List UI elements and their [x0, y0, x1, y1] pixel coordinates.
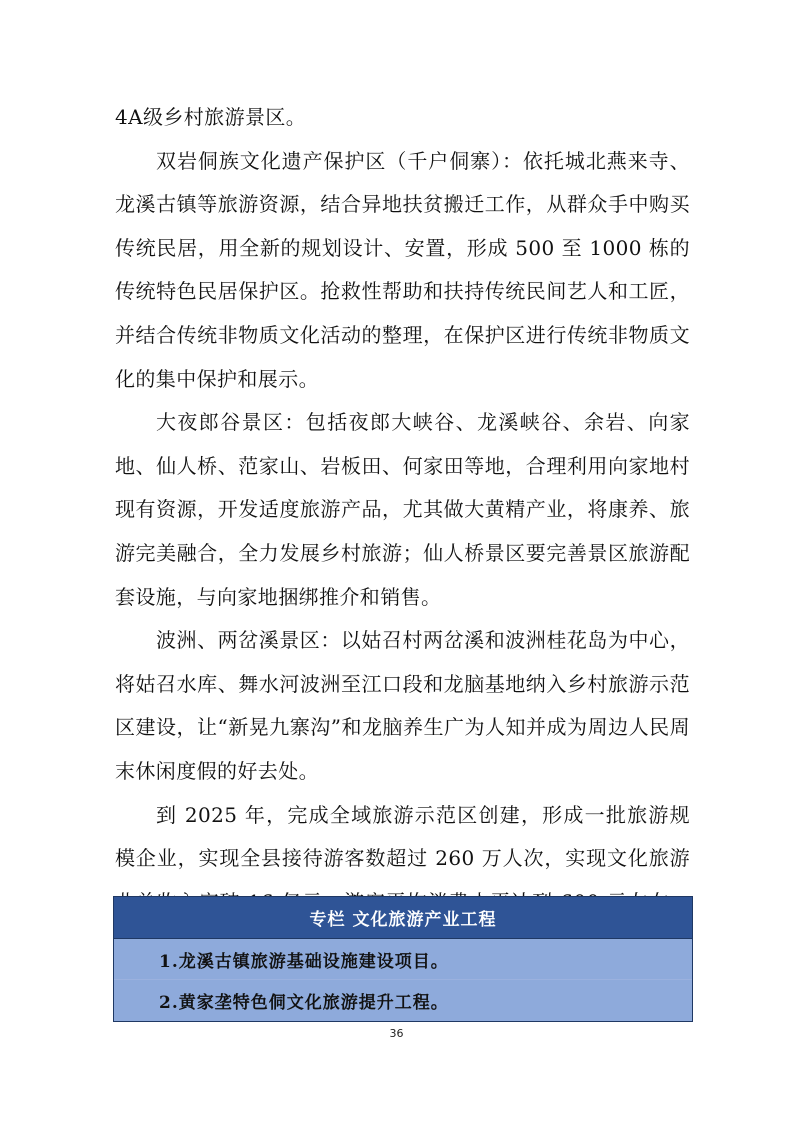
- project-column-box: [113, 896, 693, 1022]
- paragraph-shuangyan-heritage-zone: 双岩侗族文化遗产保护区（千户侗寨）：依托城北燕来寺、龙溪古镇等旅游资源，结合异地扶贫搬迁工作，从群众手中购买传统民居，用全新的规划设计、安置，形成 500 至 1000 栋的传统特色民居保护区。抢救性帮助和扶持传统民间艺人和工匠，并结合传统非物质文化活动的整理，在保护区进行传统非物质文化的集中保护和展示。: [115, 148, 690, 391]
- body-text: [115, 96, 690, 968]
- paragraph-2025-targets: 到 2025 年，完成全域旅游示范区创建，形成一批旅游规模企业，实现全县接待游客数超过 260 万人次，实现文化旅游: [115, 802, 690, 871]
- paragraph-bozhou-liangchaxi: 波洲、两岔溪景区：以姑召村两岔溪和波洲桂花岛为中心，将姑召水库、舞水河波洲至江口段和龙脑基地纳入乡村旅游示范区建设，让“新晃九寨沟”和龙脑养生广为人知并成为周边人民周末休闲度假的好去处。: [115, 628, 690, 783]
- column-item: 1.龙溪古镇旅游基础设施建设项目。: [114, 939, 692, 980]
- paragraph-continuation: 4A级乡村旅游景区。: [115, 105, 307, 129]
- column-item: 2.黄家垄特色侗文化旅游提升工程。: [159, 993, 449, 1013]
- page-number: 36: [389, 1027, 404, 1040]
- column-title: 专栏 文化旅游产业工程: [114, 897, 692, 939]
- paragraph-yelang-valley: 大夜郎谷景区：包括夜郎大峡谷、龙溪峡谷、余岩、向家地、仙人桥、范家山、岩板田、何家田等地，合理利用向家地村现有资源，开发适度旅游产品，尤其做大黄精产业，将康养、旅游完美融合，全力发展乡村旅游；仙人桥景区要完善景区旅游配套设施，与向家地捆绑推介和销售。: [115, 410, 690, 609]
